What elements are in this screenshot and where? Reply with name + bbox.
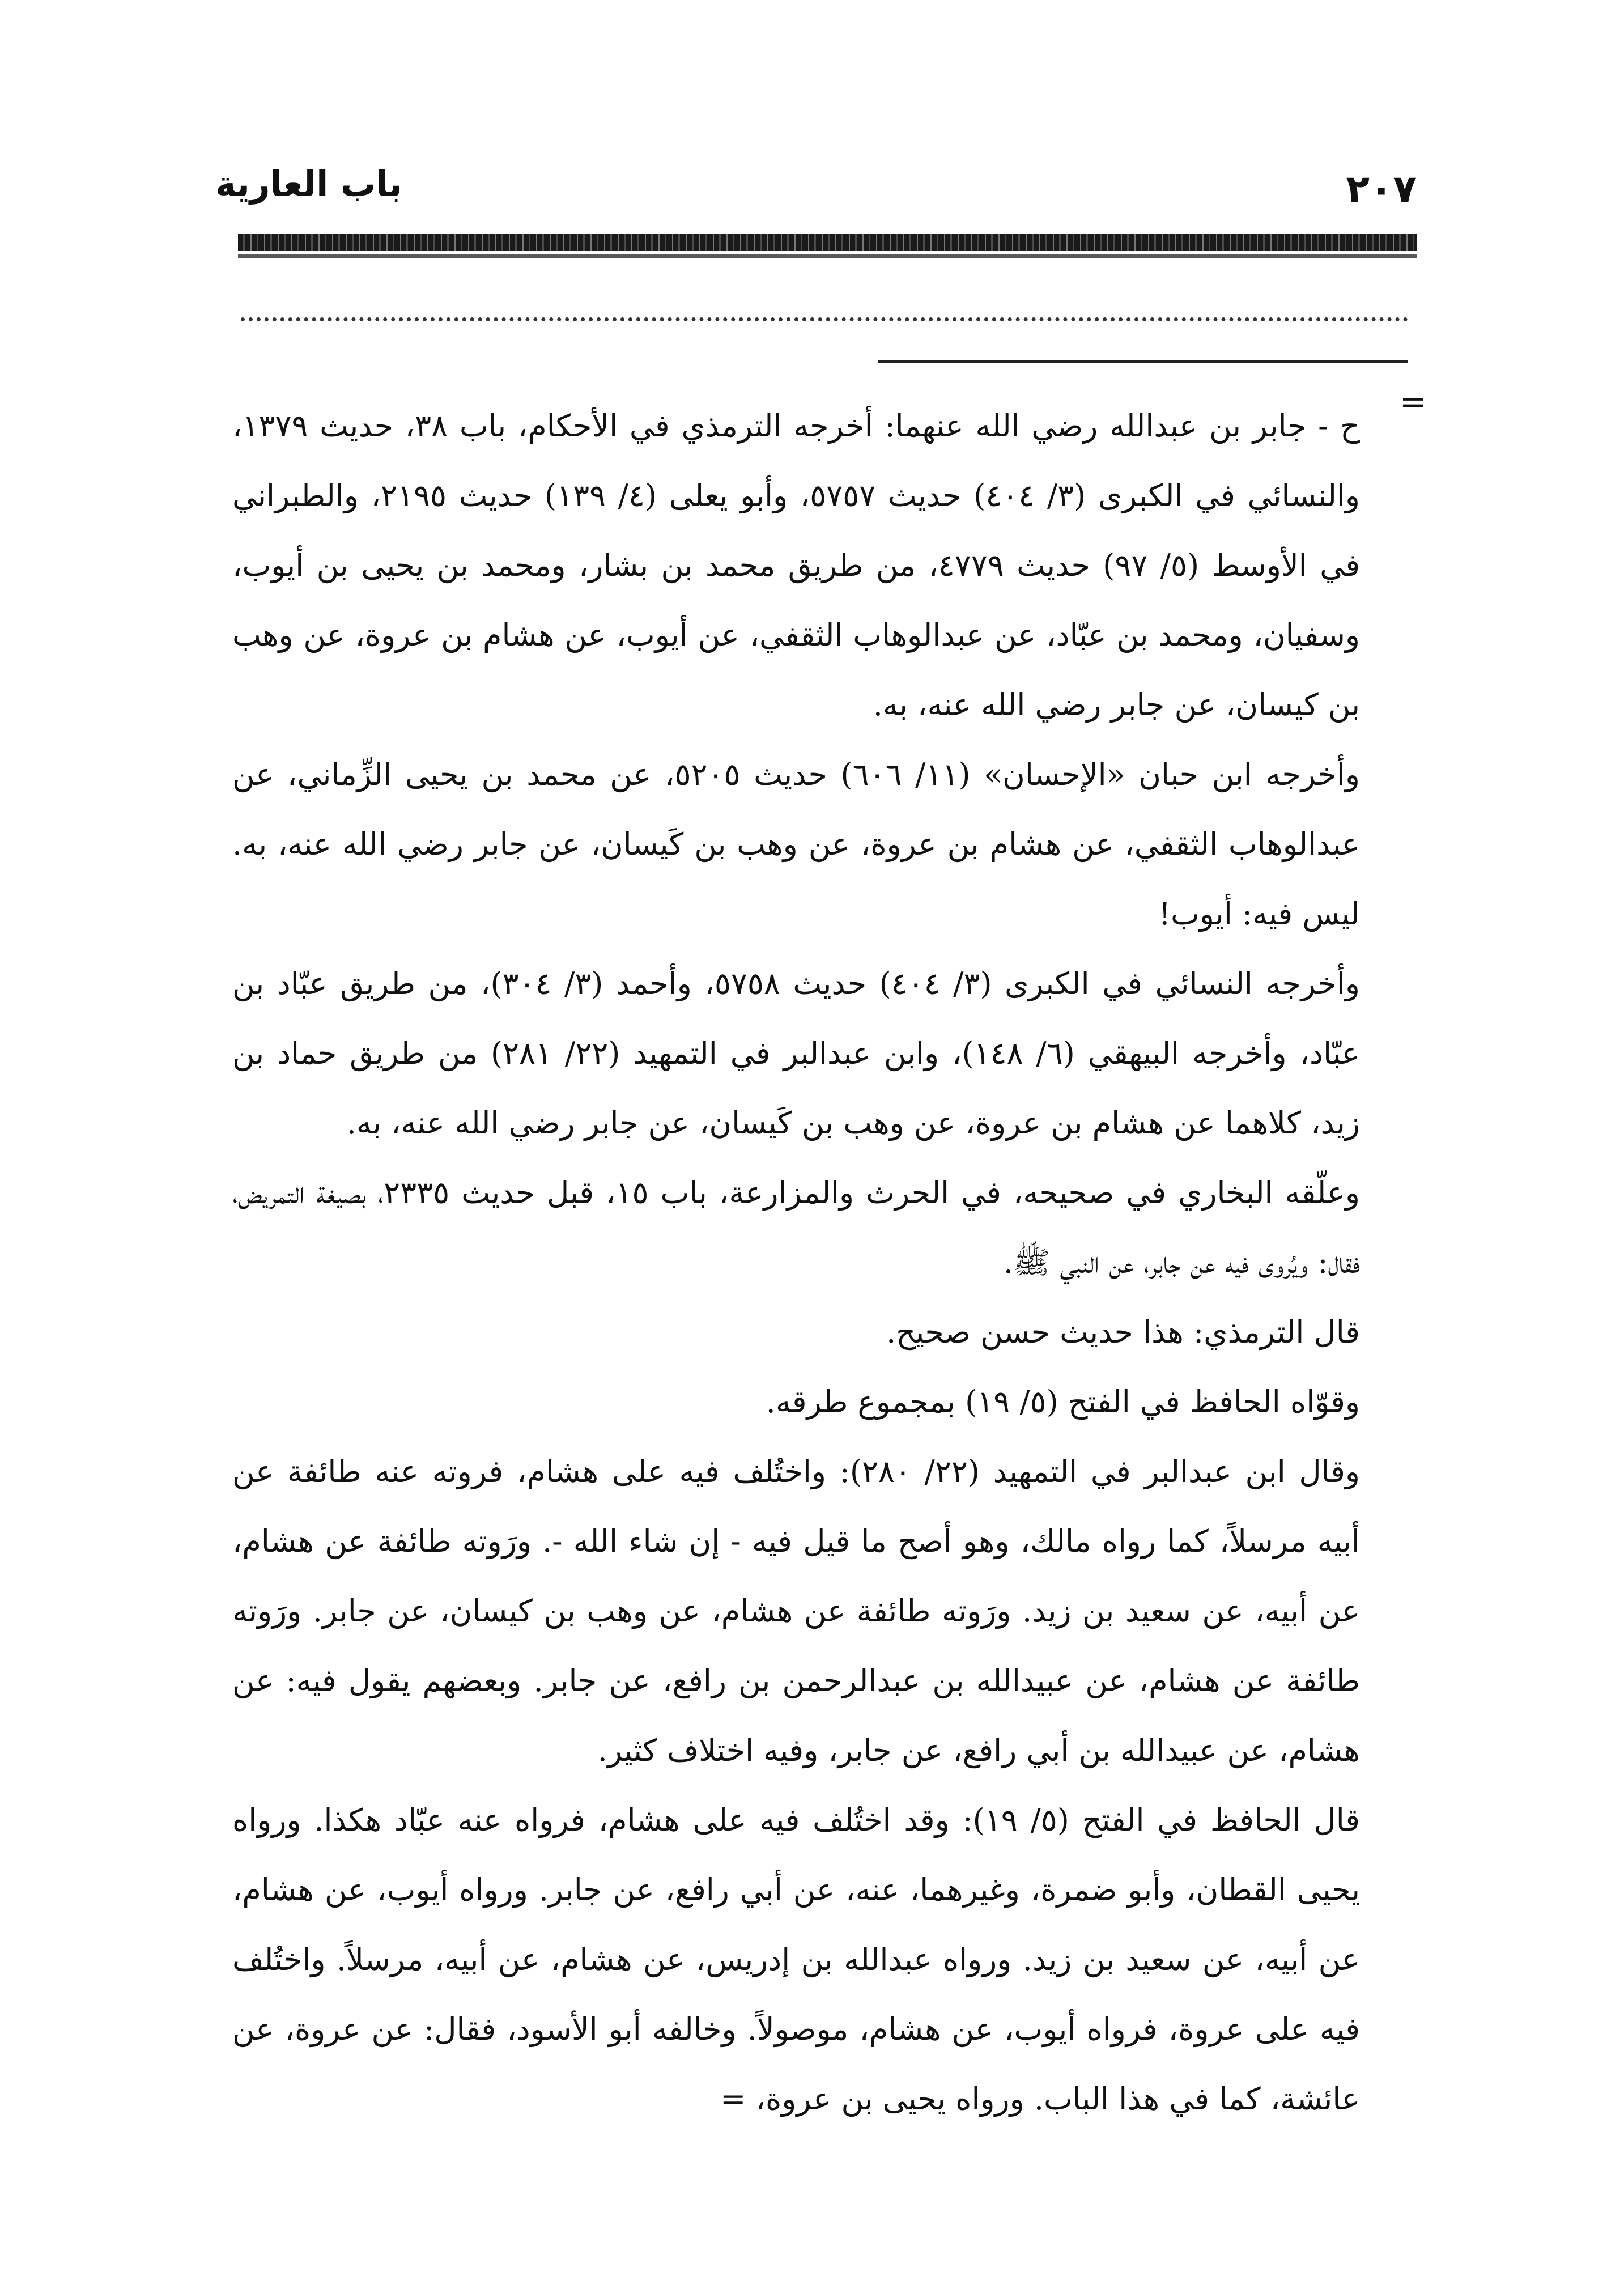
- chapter-title: باب العارية: [215, 163, 402, 205]
- footnote-paragraph: ح - جابر بن عبدالله رضي الله عنهما: أخرجه الترمذي في الأحكام، باب ٣٨، حديث ١٣٧٩، والنسائي في الكبرى (٣/ ٤٠٤) حديث ٥٧٥٧، وأبو يعلى (٤/ ١٣٩) حديث ٢١٩٥، والطبراني في الأوسط (٥/ ٩٧) حديث ٤٧٧٩، من طريق محمد بن بشار، ومحمد بن يحيى بن أيوب، وسفيان، ومحمد بن عبّاد، عن عبدالوهاب الثقفي، عن أيوب، عن هشام بن عروة، عن وهب بن كيسان، عن جابر رضي الله عنه، به.: [232, 408, 1360, 723]
- continuation-mark: =: [1400, 384, 1426, 421]
- footnote-paragraph: وأخرجه ابن حبان «الإحسان» (١١/ ٦٠٦) حديث ٥٢٠٥، عن محمد بن يحيى الزِّماني، عن عبدالوهاب الثقفي، عن هشام بن عروة، عن وهب بن كَيسان، عن جابر رضي الله عنه، به. ليس فيه: أيوب!: [232, 757, 1360, 932]
- footnote-paragraph: قال الترمذي: هذا حديث حسن صحيح.: [886, 1314, 1360, 1350]
- footnote-paragraph: وقال ابن عبدالبر في التمهيد (٢٢/ ٢٨٠): واختُلف فيه على هشام، فروته عنه طائفة عن أبيه مرسلاً، كما رواه مالك، وهو أصح ما قيل فيه - إن شاء الله -. ورَوته طائفة عن هشام، عن أبيه، عن سعيد بن زيد. ورَوته طائفة عن هشام، عن وهب بن كيسان، عن جابر. ورَوته طائفة عن هشام، عن عبيدالله بن عبدالرحمن بن رافع، عن جابر. وبعضهم يقول فيه: عن هشام، عن عبيدالله بن أبي رافع، عن جابر، وفيه اختلاف كثير.: [232, 1454, 1360, 1768]
- page-number: ٢٠٧: [1346, 167, 1417, 212]
- footnote-text: [232, 391, 1360, 2134]
- header-rule: [238, 234, 1417, 251]
- header-rule-fine: [238, 254, 1417, 258]
- footnote-paragraph: وقوّاه الحافظ في الفتح (٥/ ١٩) بمجموع طرقه.: [766, 1384, 1360, 1420]
- footnote-paragraph: وعلّقه البخاري في صحيحه، في الحرث والمزارعة، باب ١٥، قبل حديث ٢٣٣٥، بصيغة التمريض، فقال: ويُروى فيه عن جابر، عن النبي ﷺ.: [232, 1175, 1360, 1280]
- footnote-rule: [878, 360, 1408, 363]
- dotted-separator: [241, 317, 1408, 321]
- footnote-paragraph: قال الحافظ في الفتح (٥/ ١٩): وقد اختُلف فيه على هشام، فرواه عنه عبّاد هكذا. ورواه يحيى القطان، وأبو ضمرة، وغيرهما، عنه، عن أبي رافع، عن جابر. ورواه أيوب، عن هشام، عن أبيه، عن سعيد بن زيد. ورواه عبدالله بن إدريس، عن هشام، عن أبيه، مرسلاً. واختُلف فيه على عروة، فرواه أيوب، عن هشام، موصولاً. وخالفه أبو الأسود، فقال: عن عروة، عن عائشة، كما في هذا الباب. ورواه يحيى بن عروة، =: [232, 1802, 1360, 2117]
- footnote-paragraph: وأخرجه النسائي في الكبرى (٣/ ٤٠٤) حديث ٥٧٥٨، وأحمد (٣/ ٣٠٤)، من طريق عبّاد بن عبّاد، وأخرجه البيهقي (٦/ ١٤٨)، وابن عبدالبر في التمهيد (٢٢/ ٢٨١) من طريق حماد بن زيد، كلاهما عن هشام بن عروة، عن وهب بن كَيسان، عن جابر رضي الله عنه، به.: [232, 966, 1360, 1141]
